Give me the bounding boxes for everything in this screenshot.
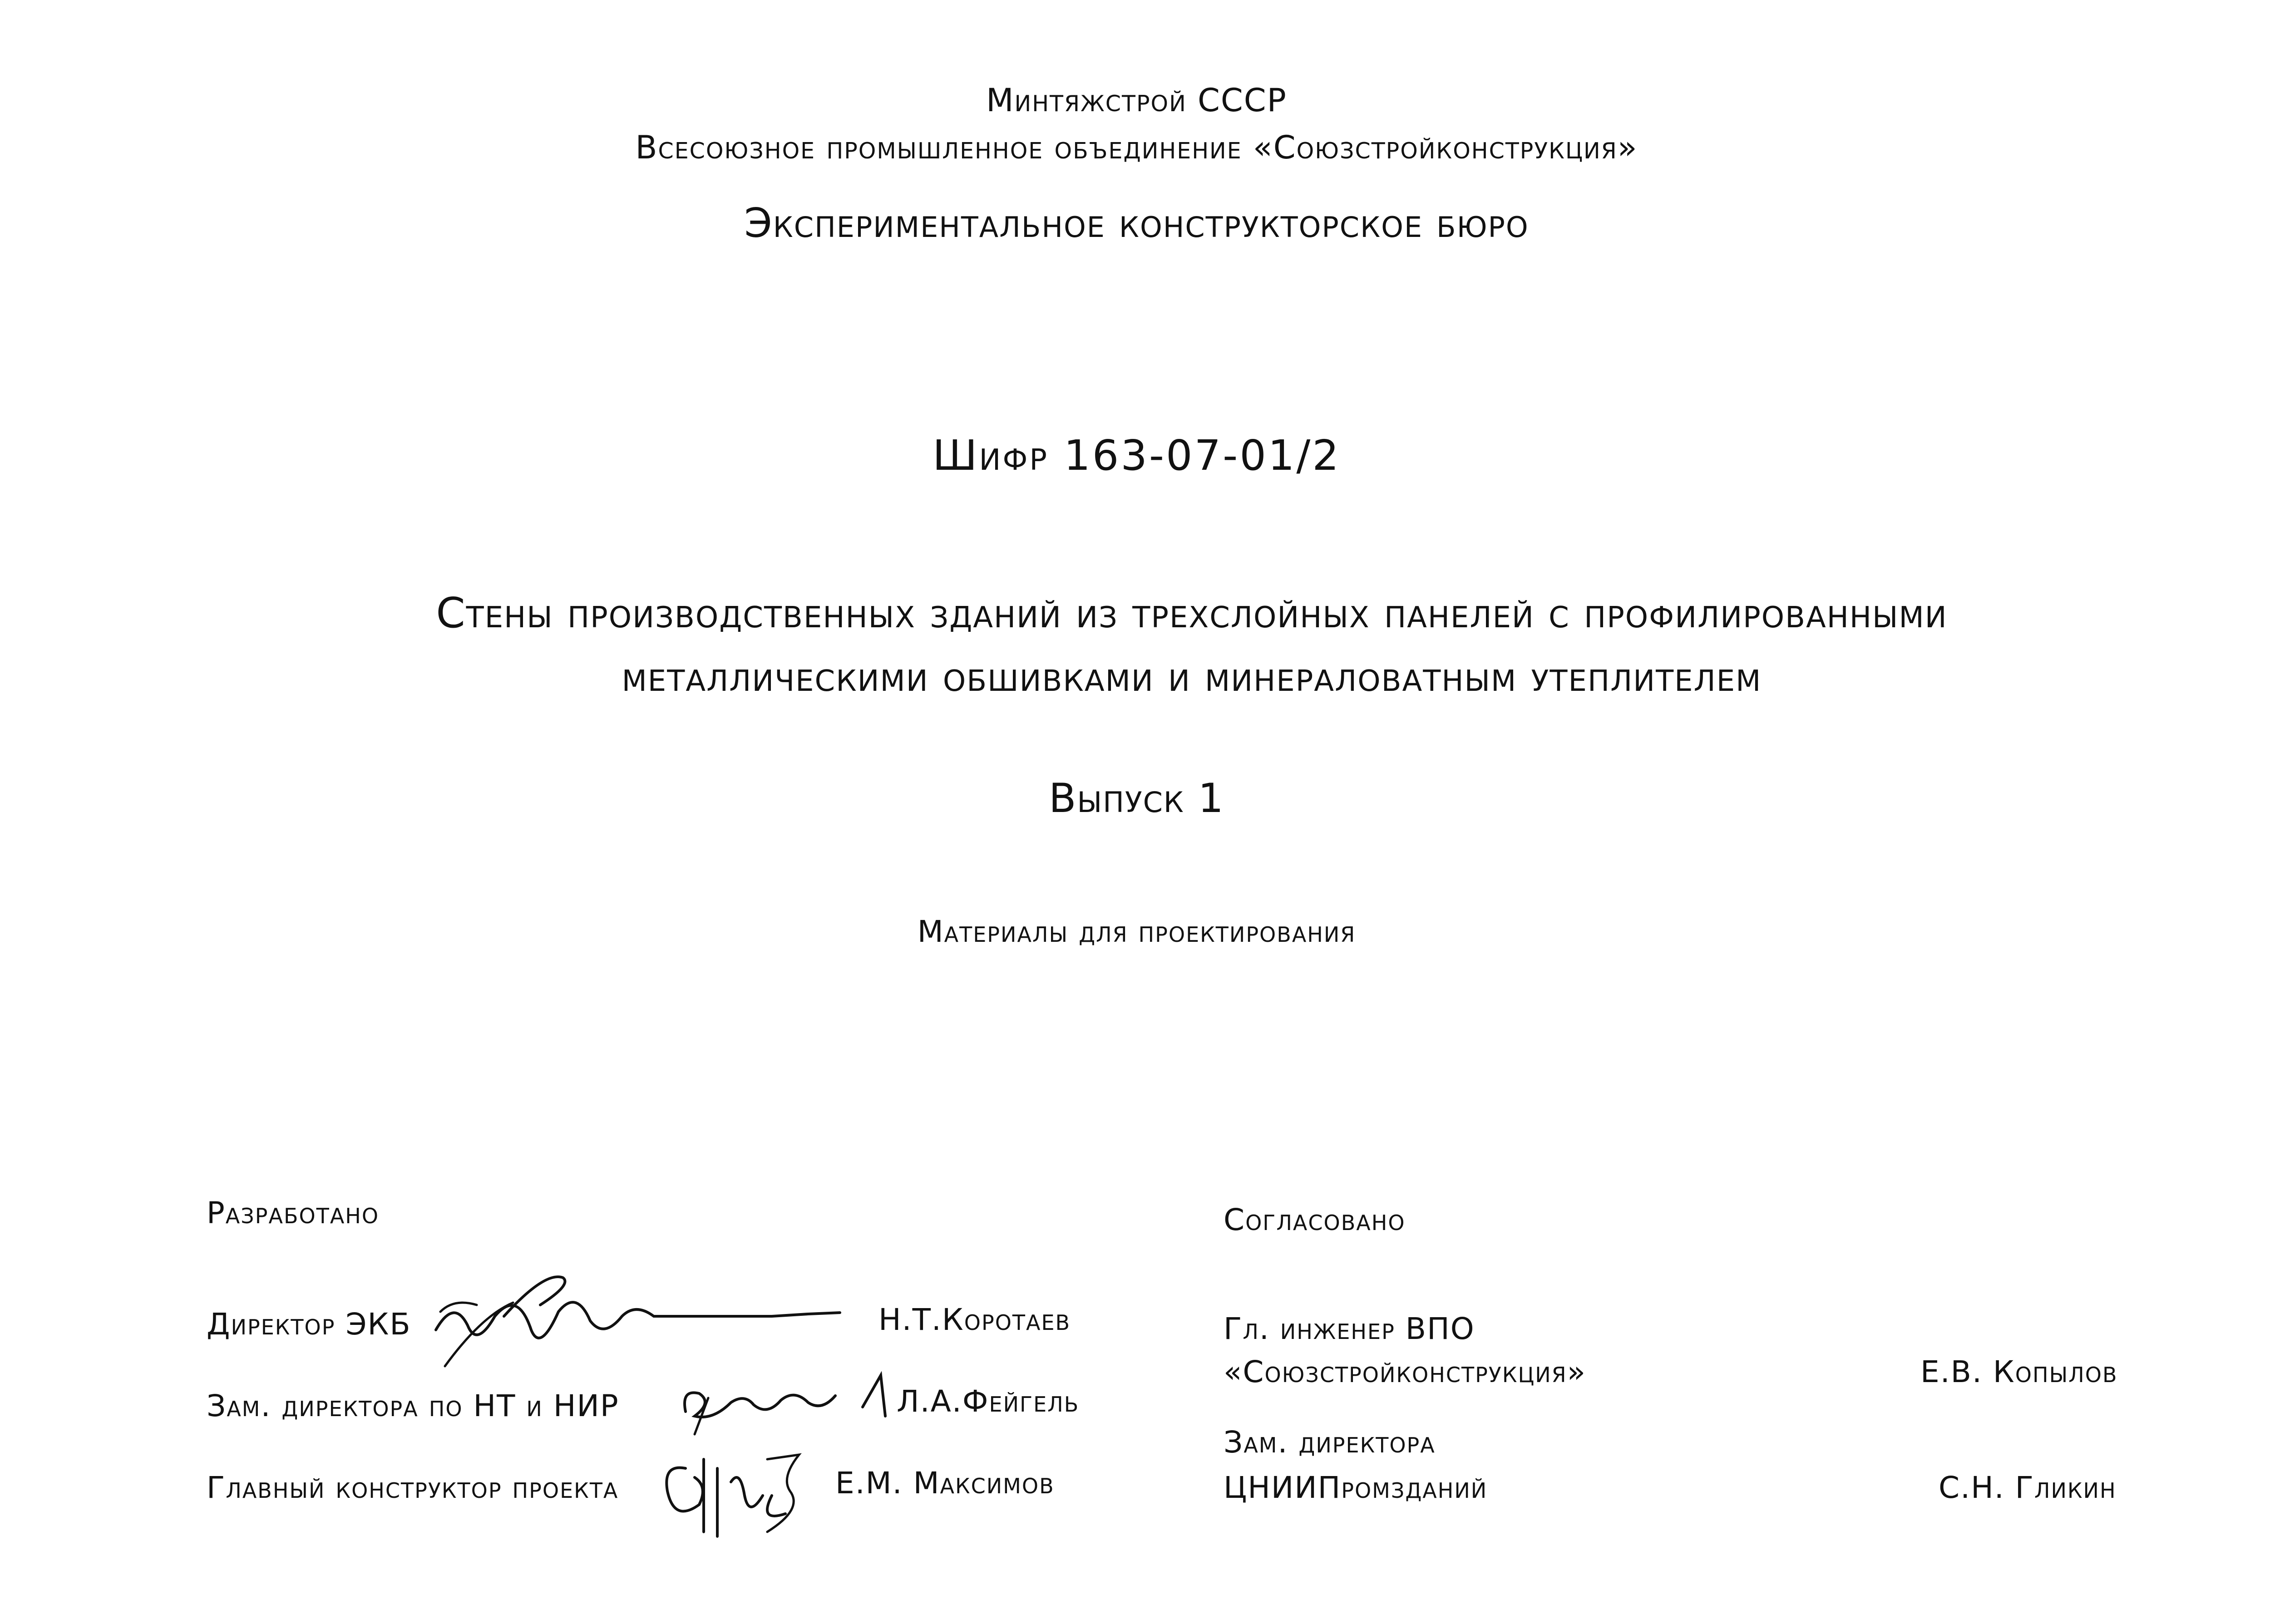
approver-name-2: С.Н. Гликин bbox=[1939, 1470, 2117, 1505]
materials-caption: Материалы для проектирования bbox=[917, 914, 1356, 949]
developer-name-3: Е.М. Максимов bbox=[835, 1466, 1055, 1501]
developer-role-2: Зам. директора по НТ и НИР bbox=[207, 1388, 619, 1423]
document-title-line-1: Стены производственных зданий из трехслойных панелей с профилированными bbox=[436, 589, 1948, 637]
ministry-name: Минтяжстрой СССР bbox=[986, 82, 1287, 119]
approver-role-1-line-1: Гл. инженер ВПО bbox=[1224, 1311, 1475, 1346]
document-cipher: Шифр 163-07-01/2 bbox=[933, 431, 1341, 480]
signature-2 bbox=[676, 1362, 894, 1439]
issue-number: Выпуск 1 bbox=[1049, 775, 1224, 822]
developer-role-3: Главный конструктор проекта bbox=[207, 1470, 619, 1505]
developer-name-2: Л.А.Фейгель bbox=[897, 1384, 1080, 1419]
approver-role-2-line-2: ЦНИИПромзданий bbox=[1224, 1470, 1488, 1505]
approver-name-1: Е.В. Копылов bbox=[1920, 1354, 2118, 1389]
agreed-heading: Согласовано bbox=[1224, 1202, 1406, 1237]
signature-3 bbox=[654, 1441, 808, 1550]
approver-role-1-line-2: «Союзстройконструкция» bbox=[1224, 1354, 1586, 1389]
developed-heading: Разработано bbox=[207, 1196, 380, 1230]
bureau-name: Экспериментальное конструкторское бюро bbox=[744, 200, 1529, 246]
developer-role-1: Директор ЭКБ bbox=[207, 1307, 411, 1342]
developer-name-1: Н.Т.Коротаев bbox=[878, 1302, 1071, 1337]
approver-role-2-line-1: Зам. директора bbox=[1224, 1425, 1436, 1460]
signature-1 bbox=[427, 1262, 844, 1375]
association-name: Всесоюзное промышленное объединение «Союзстройконструкция» bbox=[635, 129, 1638, 166]
document-title-line-2: металлическими обшивками и минераловатным утеплителем bbox=[622, 652, 1762, 701]
